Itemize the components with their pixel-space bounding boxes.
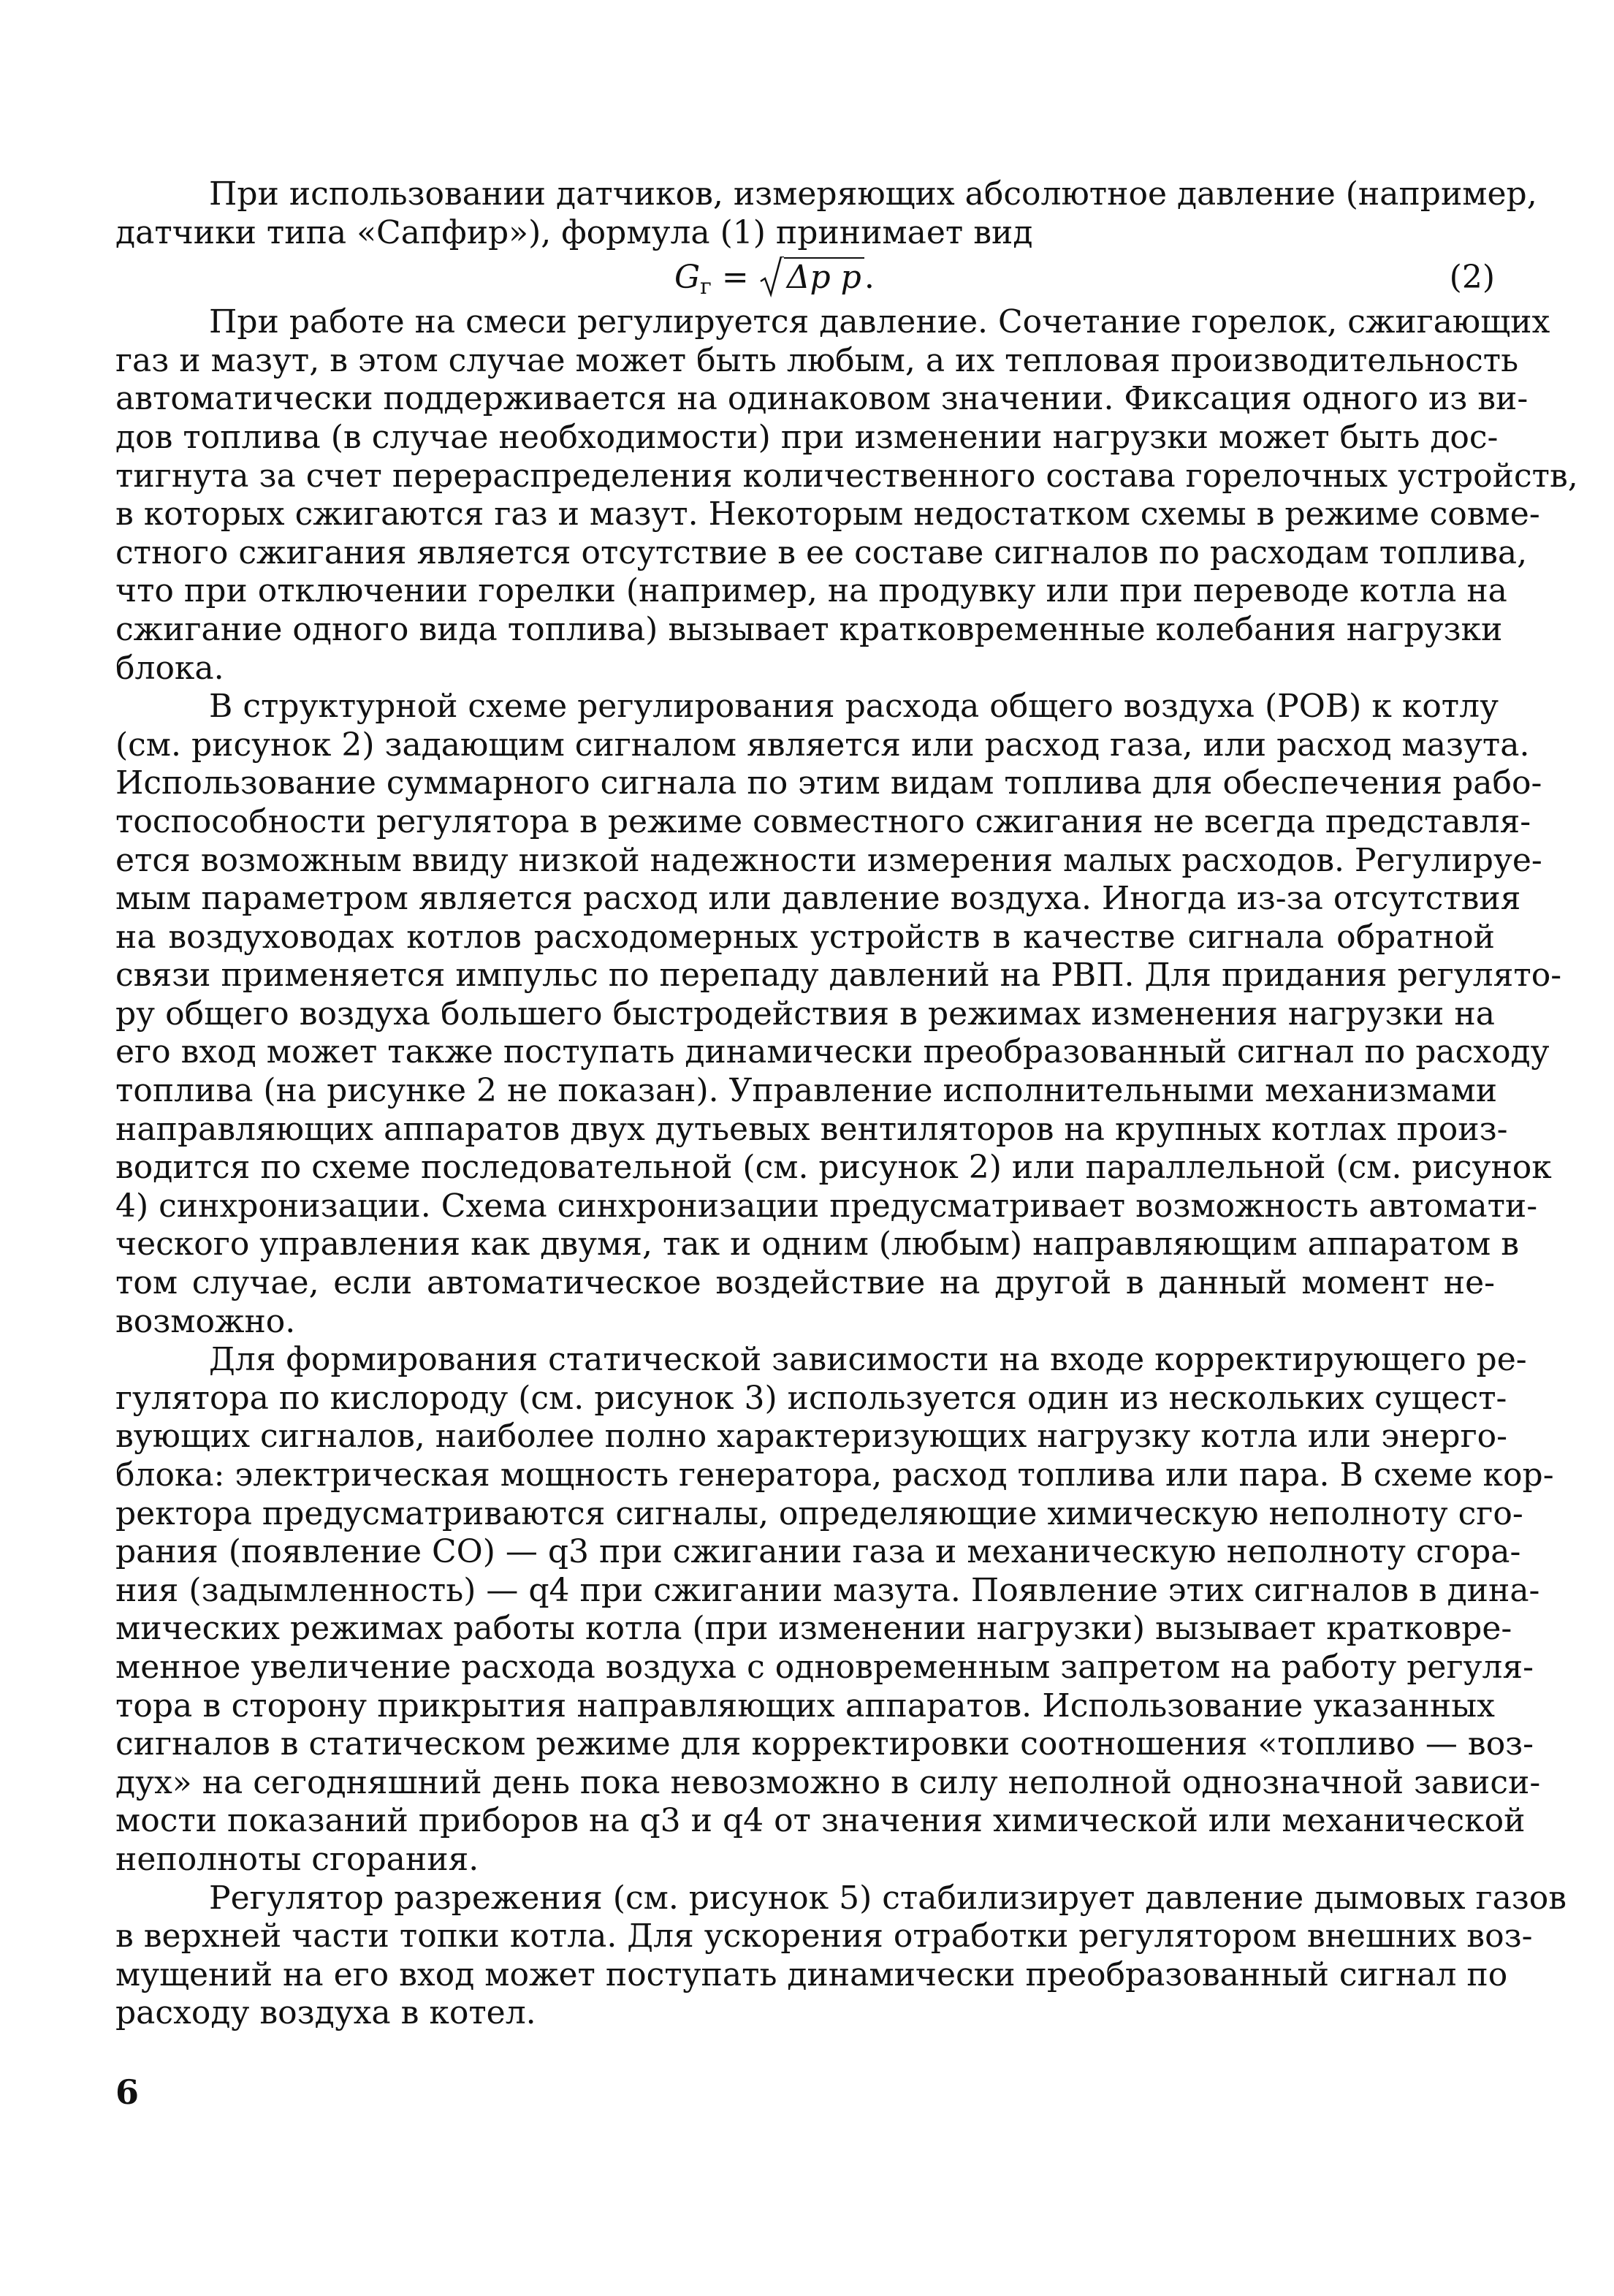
text-line: тоспособности регулятора в режиме совместного сжигания не всегда представля- xyxy=(115,802,1531,840)
text-line: ректора предусматриваются сигналы, определяющие химическую неполноту сго- xyxy=(115,1494,1523,1532)
formula-equals: = xyxy=(721,259,749,297)
text-line: на воздуховодах котлов расходомерных устройств в качестве сигнала обратной xyxy=(115,918,1495,956)
page-number: 6 xyxy=(115,2072,140,2112)
text-line: сигналов в статическом режиме для корректировки соотношения «топливо — воз- xyxy=(115,1725,1534,1763)
page-body xyxy=(115,175,1578,2033)
text-line: менное увеличение расхода воздуха с одновременным запретом на работу регуля- xyxy=(115,1648,1534,1686)
text-line: ния (задымленность) — q4 при сжигании мазута. Появление этих сигналов в дина- xyxy=(115,1571,1540,1609)
formula-2 xyxy=(115,252,1495,303)
formula-lhs: G xyxy=(674,259,701,297)
text-line: ется возможным ввиду низкой надежности измерения малых расходов. Регулируе- xyxy=(115,841,1542,879)
formula-expression xyxy=(674,252,875,313)
text-line: Использование суммарного сигнала по этим видам топлива для обеспечения рабо- xyxy=(115,764,1542,802)
formula-lhs-subscript: г xyxy=(700,274,712,300)
text-line: 4) синхронизации. Схема синхронизации предусматривает возможность автомати- xyxy=(115,1187,1538,1225)
text-line: При использовании датчиков, измеряющих абсолютное давление (например, xyxy=(209,175,1537,213)
text-line: блока: электрическая мощность генератора, расход топлива или пара. В схеме кор- xyxy=(115,1456,1554,1494)
sqrt-expression xyxy=(759,252,864,303)
paragraph-oxygen-corrector xyxy=(115,1341,1554,1879)
text-line: тигнута за счет перераспределения количественного состава горелочных устройств, xyxy=(115,457,1578,495)
text-line: ру общего воздуха большего быстродействия в режимах изменения нагрузки на xyxy=(115,995,1495,1033)
paragraph-mixture-fuel xyxy=(115,303,1578,688)
sqrt-icon xyxy=(759,256,784,297)
formula-radicand: Δp p xyxy=(784,257,864,296)
text-line: сжигание одного вида топлива) вызывает кратковременные колебания нагрузки xyxy=(115,610,1503,648)
text-line: ческого управления как двумя, так и одним (любым) направляющим аппаратом в xyxy=(115,1225,1519,1263)
text-line: мым параметром является расход или давление воздуха. Иногда из-за отсутствия xyxy=(115,880,1521,918)
text-line: Для формирования статической зависимости на входе корректирующего ре- xyxy=(209,1341,1527,1379)
text-line: связи применяется импульс по перепаду давлений на РВП. Для придания регулято- xyxy=(115,957,1562,995)
text-line: вующих сигналов, наиболее полно характеризующих нагрузку котла или энерго- xyxy=(115,1418,1507,1456)
text-line: тора в сторону прикрытия направляющих аппаратов. Использование указанных xyxy=(115,1687,1495,1725)
text-line: В структурной схеме регулирования расхода общего воздуха (РОВ) к котлу xyxy=(209,688,1499,726)
formula-number: (2) xyxy=(1449,259,1495,297)
text-line: его вход может также поступать динамически преобразованный сигнал по расходу xyxy=(115,1033,1550,1071)
text-line: дух» на сегодняшний день пока невозможно в силу неполной однозначной зависи- xyxy=(115,1763,1541,1801)
formula-period: . xyxy=(864,259,875,297)
paragraph-draft-regulator xyxy=(115,1879,1567,2033)
text-line: топлива (на рисунке 2 не показан). Управление исполнительными механизмами xyxy=(115,1072,1498,1110)
text-line: мости показаний приборов на q3 и q4 от значения химической или механической xyxy=(115,1802,1526,1840)
text-line: в верхней части топки котла. Для ускорения отработки регулятором внешних воз- xyxy=(115,1917,1533,1955)
paragraph-total-air xyxy=(115,688,1562,1341)
text-line: мических режимах работы котла (при изменении нагрузки) вызывает кратковре- xyxy=(115,1610,1512,1648)
text-line: том случае, если автоматическое воздействие на другой в данный момент не- xyxy=(115,1264,1495,1302)
text-line: расходу воздуха в котел. xyxy=(115,1994,536,2032)
text-line: водится по схеме последовательной (см. рисунок 2) или параллельной (см. рисунок xyxy=(115,1149,1552,1187)
text-line: газ и мазут, в этом случае может быть любым, а их тепловая производительность xyxy=(115,341,1519,379)
text-line: возможно. xyxy=(115,1302,296,1340)
text-line: датчики типа «Сапфир»), формула (1) принимает вид xyxy=(115,213,1033,251)
text-line: неполноты сгорания. xyxy=(115,1840,479,1878)
text-line: стного сжигания является отсутствие в ее составе сигналов по расходам топлива, xyxy=(115,533,1528,571)
intro-paragraph xyxy=(115,175,1537,252)
text-line: рания (появление CO) — q3 при сжигании газа и механическую неполноту сгора- xyxy=(115,1533,1521,1571)
text-line: гулятора по кислороду (см. рисунок 3) используется один из нескольких сущест- xyxy=(115,1379,1507,1417)
text-line: автоматически поддерживается на одинаковом значении. Фиксация одного из ви- xyxy=(115,380,1529,418)
text-line: направляющих аппаратов двух дутьевых вентиляторов на крупных котлах произ- xyxy=(115,1110,1508,1148)
text-line: (см. рисунок 2) задающим сигналом является или расход газа, или расход мазута. xyxy=(115,726,1530,764)
text-line: При работе на смеси регулируется давление. Сочетание горелок, сжигающих xyxy=(209,303,1550,341)
text-line: Регулятор разрежения (см. рисунок 5) стабилизирует давление дымовых газов xyxy=(209,1879,1567,1917)
text-line: дов топлива (в случае необходимости) при изменении нагрузки может быть дос- xyxy=(115,418,1499,456)
text-line: блока. xyxy=(115,649,224,687)
text-line: что при отключении горелки (например, на продувку или при переводе котла на xyxy=(115,572,1507,610)
text-line: мущений на его вход может поступать динамически преобразованный сигнал по xyxy=(115,1955,1508,1993)
text-line: в которых сжигаются газ и мазут. Некоторым недостатком схемы в режиме совме- xyxy=(115,495,1540,533)
